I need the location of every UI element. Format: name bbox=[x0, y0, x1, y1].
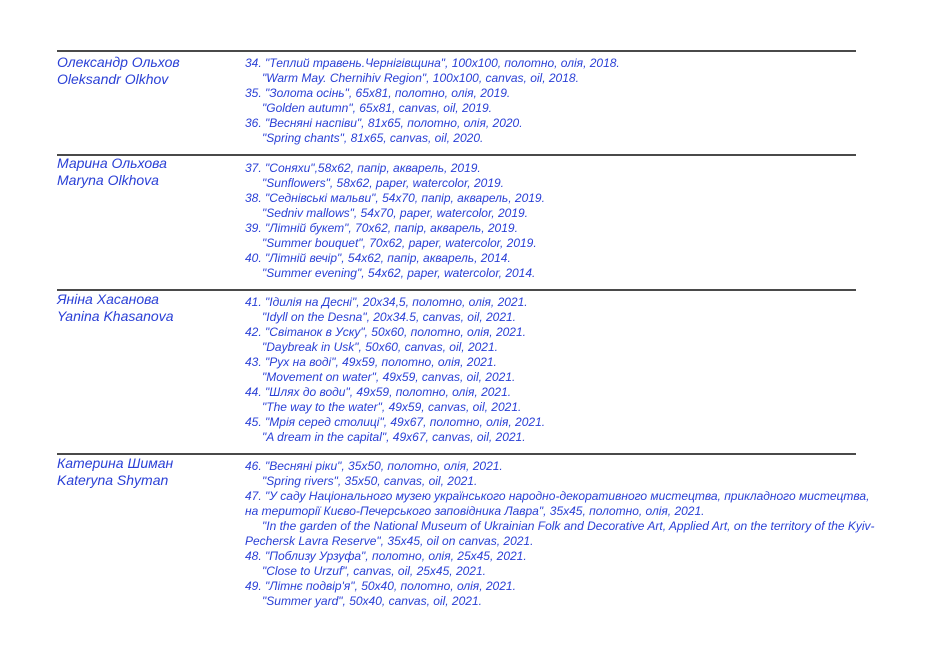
artist-name-en: Oleksandr Olkhov bbox=[57, 71, 169, 87]
artist-name-uk: Олександр Ольхов bbox=[57, 54, 180, 70]
work-title-en: "Summer evening", 54x62, paper, watercolor, 2014. bbox=[262, 266, 536, 280]
work-title-en: "Idyll on the Desna", 20x34.5, canvas, oil, 2021. bbox=[262, 310, 517, 324]
work-title-uk: 49. "Літнє подвір'я", 50х40, полотно, олія, 2021. bbox=[245, 579, 516, 593]
work-title-en: "Summer yard", 50x40, canvas, oil, 2021. bbox=[262, 594, 482, 608]
artist-name-uk: Марина Ольхова bbox=[57, 155, 167, 171]
work-title-en: "Sedniv mallows", 54x70, paper, watercolor, 2019. bbox=[262, 206, 529, 220]
artist-name bbox=[57, 54, 237, 88]
works-list bbox=[245, 56, 885, 146]
work-title-uk: 36. "Весняні наспіви", 81х65, полотно, олія, 2020. bbox=[245, 116, 523, 130]
works-list bbox=[245, 295, 885, 445]
work-title-en: "Daybreak in Usk", 50x60, canvas, oil, 2021. bbox=[262, 340, 498, 354]
work-title-en: "Sunflowers", 58x62, paper, watercolor, 2019. bbox=[262, 176, 504, 190]
work-title-uk: 47. "У саду Національного музею українського народно-декоративного мистецтва, прикладного мистецтва, на території Києво-Печерського заповідника Лавра", 35х45, полотно, олія, 2021. bbox=[245, 489, 870, 518]
work-title-en: "Movement on water", 49x59, canvas, oil, 2021. bbox=[262, 370, 516, 384]
work-title-uk: 45. "Мрія серед столиці", 49х67, полотно, олія, 2021. bbox=[245, 415, 546, 429]
work-title-uk: 35. "Золота осінь", 65х81, полотно, олія, 2019. bbox=[245, 86, 511, 100]
artist-name bbox=[57, 291, 237, 325]
section-divider bbox=[57, 50, 856, 52]
work-title-en: "A dream in the capital", 49x67, canvas, oil, 2021. bbox=[262, 430, 526, 444]
work-title-en: "Close to Urzuf", canvas, oil, 25x45, 2021. bbox=[262, 564, 486, 578]
artist-name-en: Maryna Olkhova bbox=[57, 172, 159, 188]
work-title-en: "In the garden of the National Museum of Ukrainian Folk and Decorative Art, Applied Art, on the territory of the Kyiv-Pechersk Lavra Reserve", 35x45, oil on canvas, 2021. bbox=[245, 519, 875, 548]
work-title-en: "The way to the water", 49x59, canvas, oil, 2021. bbox=[262, 400, 522, 414]
work-title-uk: 43. "Рух на воді", 49х59, полотно, олія, 2021. bbox=[245, 355, 497, 369]
work-title-en: "Summer bouquet", 70x62, paper, watercolor, 2019. bbox=[262, 236, 537, 250]
work-title-uk: 38. "Седнівські мальви", 54х70, папір, акварель, 2019. bbox=[245, 191, 545, 205]
work-title-en: "Spring rivers", 35x50, canvas, oil, 2021. bbox=[262, 474, 478, 488]
work-title-uk: 34. "Теплий травень.Чернігівщина", 100х100, полотно, олія, 2018. bbox=[245, 56, 620, 70]
artist-name bbox=[57, 155, 237, 189]
work-title-uk: 44. "Шлях до води", 49х59, полотно, олія, 2021. bbox=[245, 385, 512, 399]
work-title-uk: 48. "Поблизу Урзуфа", полотно, олія, 25х45, 2021. bbox=[245, 549, 527, 563]
work-title-uk: 46. "Весняні ріки", 35х50, полотно, олія, 2021. bbox=[245, 459, 503, 473]
artist-name-en: Yanina Khasanova bbox=[57, 308, 174, 324]
work-title-en: "Golden autumn", 65x81, canvas, oil, 2019. bbox=[262, 101, 492, 115]
artist-name-uk: Яніна Хасанова bbox=[57, 291, 159, 307]
work-title-uk: 41. "Ідилія на Десні", 20х34,5, полотно, олія, 2021. bbox=[245, 295, 528, 309]
works-list bbox=[245, 161, 885, 281]
work-title-uk: 42. "Світанок в Уску", 50х60, полотно, олія, 2021. bbox=[245, 325, 526, 339]
works-list bbox=[245, 459, 885, 609]
artist-name-en: Kateryna Shyman bbox=[57, 472, 169, 488]
artist-name bbox=[57, 455, 237, 489]
work-title-en: "Spring chants", 81x65, canvas, oil, 2020. bbox=[262, 131, 484, 145]
work-title-uk: 37. "Соняхи",58х62, папір, акварель, 2019. bbox=[245, 161, 481, 175]
work-title-en: "Warm May. Chernihiv Region", 100x100, canvas, oil, 2018. bbox=[262, 71, 579, 85]
work-title-uk: 39. "Літній букет", 70х62, папір, акварель, 2019. bbox=[245, 221, 518, 235]
artist-name-uk: Катерина Шиман bbox=[57, 455, 174, 471]
work-title-uk: 40. "Літній вечір", 54х62, папір, акварель, 2014. bbox=[245, 251, 511, 265]
